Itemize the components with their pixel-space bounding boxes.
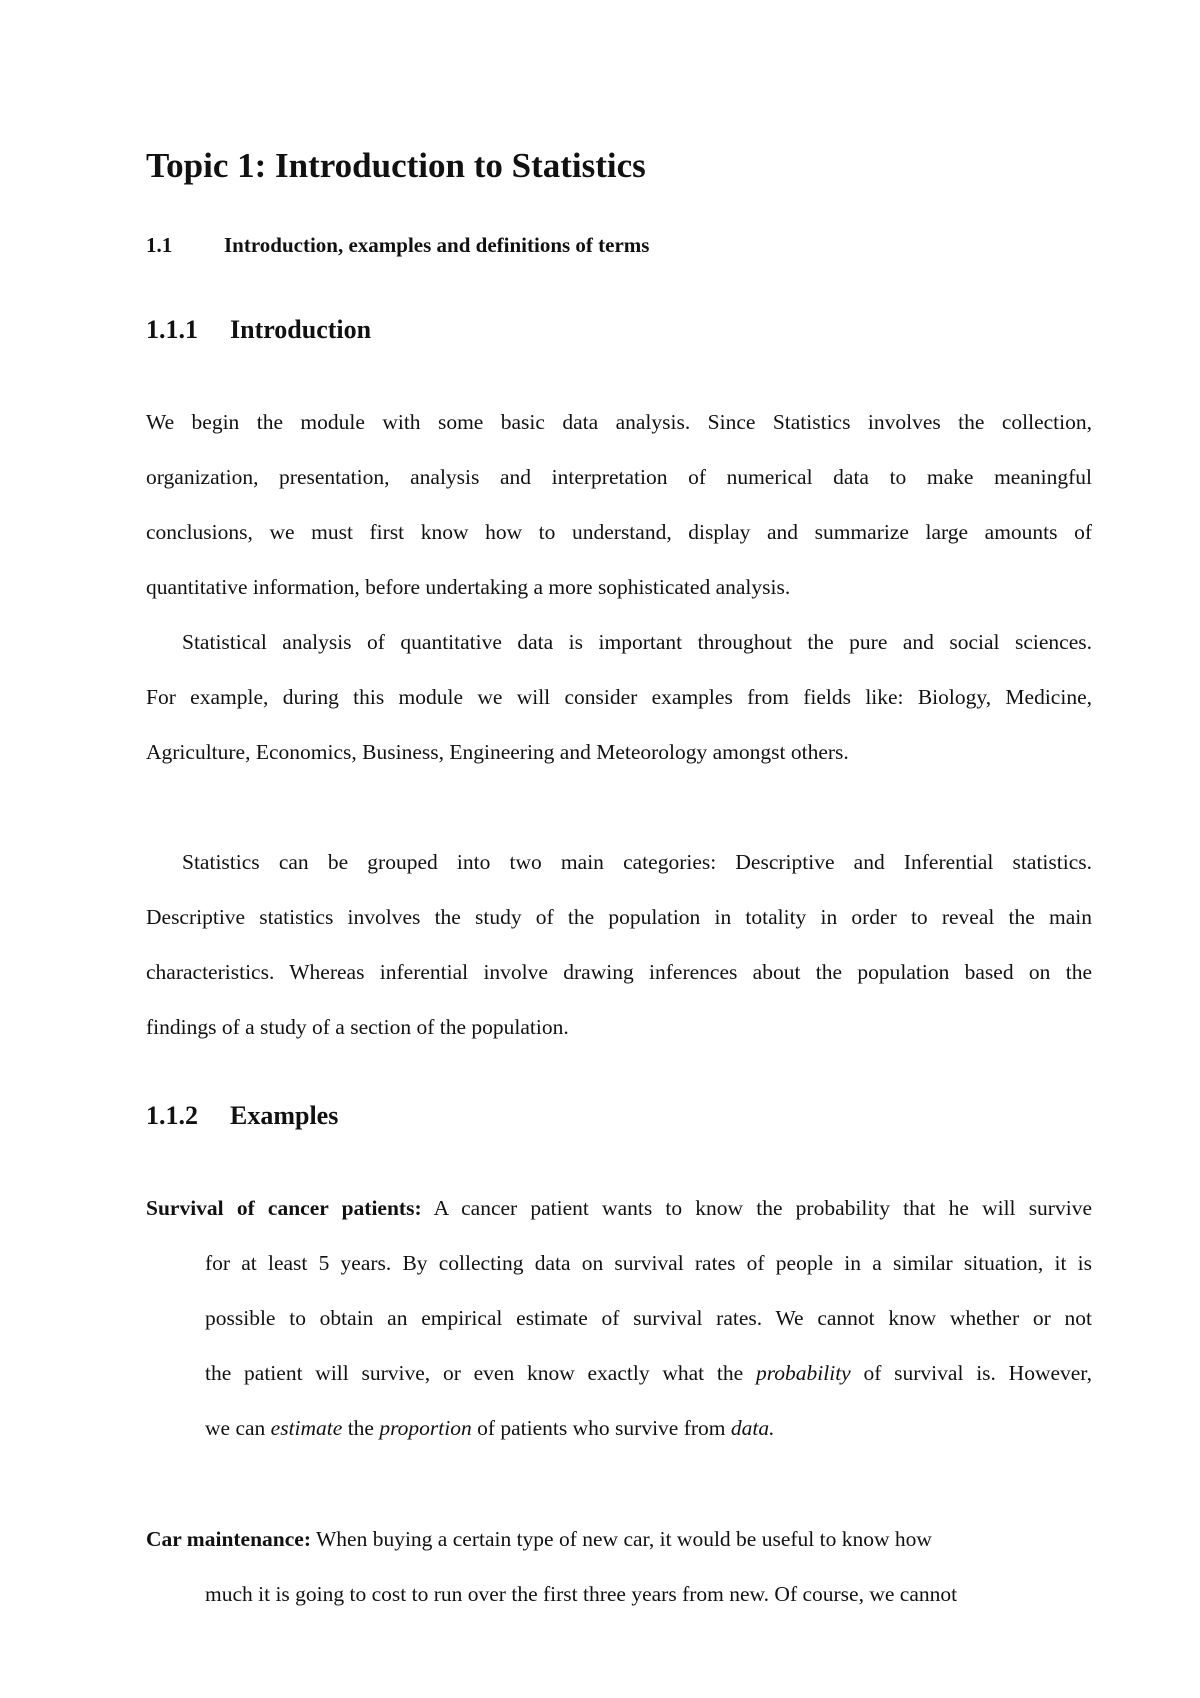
paragraph-line: Descriptive statistics involves the study of the population in totality in order to reveal the main: [146, 905, 1092, 929]
paragraph-line: Statistics can be grouped into two main categories: Descriptive and Inferential statistics.: [182, 850, 1092, 874]
paragraph-line: Statistical analysis of quantitative data is important throughout the pure and social sciences.: [182, 630, 1092, 654]
example-text: we can: [205, 1416, 271, 1440]
example-line: possible to obtain an empirical estimate of survival rates. We cannot know whether or not: [205, 1306, 1092, 1330]
example-line: for at least 5 years. By collecting data on survival rates of people in a similar situation, it is: [205, 1251, 1092, 1275]
subsection-title: Introduction: [230, 315, 372, 344]
example-text: of survival is. However,: [850, 1361, 1092, 1385]
subsection-number: 1.1.1: [146, 315, 198, 344]
example-text: the patient will survive, or even know exactly what the: [205, 1361, 756, 1385]
example-text: the: [342, 1416, 380, 1440]
section-title: Introduction, examples and definitions of terms: [224, 233, 650, 257]
emphasis-estimate: estimate: [270, 1416, 343, 1440]
paragraph-line: organization, presentation, analysis and interpretation of numerical data to make meaningful: [146, 465, 1092, 489]
paragraph-line: characteristics. Whereas inferential involve drawing inferences about the population based on the: [146, 960, 1092, 984]
paragraph-line: conclusions, we must first know how to understand, display and summarize large amounts of: [146, 520, 1092, 544]
emphasis-proportion: proportion: [379, 1416, 472, 1440]
example-line: [205, 1413, 1092, 1443]
section-number: 1.1: [146, 233, 173, 257]
emphasis-data: data.: [730, 1416, 775, 1440]
subsection-title: Examples: [230, 1101, 339, 1130]
example-text: A cancer patient wants to know the probability that he will survive: [421, 1196, 1092, 1220]
example-label: Survival of cancer patients:: [146, 1196, 422, 1220]
example-first-line: [146, 1193, 1092, 1223]
example-text: of patients who survive from: [471, 1416, 731, 1440]
paragraph-line: We begin the module with some basic data analysis. Since Statistics involves the collection,: [146, 410, 1092, 434]
example-line: much it is going to cost to run over the first three years from new. Of course, we cannot: [205, 1582, 958, 1606]
section-heading: [146, 230, 649, 260]
example-text: When buying a certain type of new car, it would be useful to know how: [311, 1527, 932, 1551]
paragraph-line: quantitative information, before undertaking a more sophisticated analysis.: [146, 575, 791, 599]
paragraph-line: Agriculture, Economics, Business, Engineering and Meteorology amongst others.: [146, 740, 849, 764]
paragraph-line: For example, during this module we will consider examples from fields like: Biology, Medicine,: [146, 685, 1092, 709]
topic-title: Topic 1: Introduction to Statistics: [146, 146, 646, 185]
emphasis-probability: probability: [755, 1361, 851, 1385]
example-first-line: [146, 1524, 1092, 1554]
example-line: [205, 1358, 1092, 1388]
subsection-heading-introduction: [146, 312, 371, 348]
subsection-number: 1.1.2: [146, 1101, 198, 1130]
example-label: Car maintenance:: [146, 1527, 312, 1551]
subsection-heading-examples: [146, 1098, 338, 1134]
paragraph-line: findings of a study of a section of the population.: [146, 1015, 569, 1039]
